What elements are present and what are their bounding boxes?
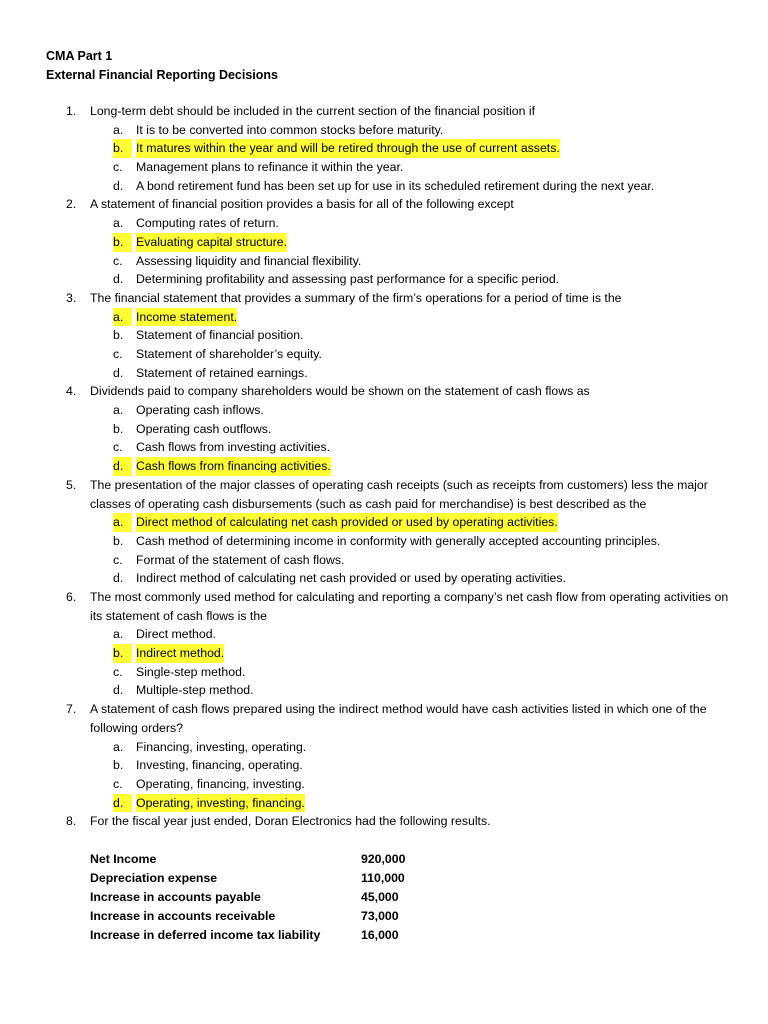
question-number: 3. [66,290,77,305]
option-text: Operating cash inflows. [136,403,264,418]
question-text: For the fiscal year just ended, Doran Electronics had the following results. [90,814,491,829]
highlighted-answer-option [0,513,768,532]
option-text: Indirect method of calculating net cash provided or used by operating activities. [136,571,566,586]
financial-value: 73,000 [361,909,399,923]
option-letter: b. [113,644,132,663]
highlighted-answer-option [0,139,768,158]
financial-label: Increase in accounts receivable [90,909,276,923]
option-text: A bond retirement fund has been set up for use in its scheduled retirement during the next year. [136,178,655,193]
answer-option [0,738,768,757]
option-letter: d. [113,365,124,380]
financial-value: 110,000 [361,871,405,885]
financial-label: Net Income [90,852,157,866]
financial-results-table [90,850,490,945]
question-text: A statement of financial position provides a basis for all of the following except [90,197,514,212]
question-number: 4. [66,384,77,399]
option-letter: d. [113,683,124,698]
financial-label: Increase in accounts payable [90,890,261,904]
option-letter: c. [113,160,123,175]
question-item [0,289,768,382]
highlighted-answer-option [0,794,768,813]
answer-options [0,308,768,383]
answer-option [0,438,768,457]
financial-row [90,907,490,926]
answer-option [0,401,768,420]
answer-option [0,569,768,588]
question-number: 1. [66,104,77,118]
option-letter: a. [113,627,124,642]
option-letter: a. [113,122,124,137]
option-letter: d. [113,571,124,586]
question-item [0,588,768,700]
option-letter: c. [113,346,123,361]
answer-option [0,532,768,551]
option-letter: d. [113,178,124,193]
financial-label: Increase in deferred income tax liability [90,928,321,942]
course-title: CMA Part 1 [46,49,113,63]
option-text: Direct method of calculating net cash provided or used by operating activities. [136,513,558,532]
question-number: 5. [66,477,77,492]
question-item [0,700,768,812]
option-letter: b. [113,758,124,773]
option-text: Cash flows from investing activities. [136,440,331,455]
question-number: 6. [66,589,77,604]
option-text: It matures within the year and will be retired through the use of current assets. [136,139,560,158]
option-text: Multiple-step method. [136,683,254,698]
financial-row [90,926,490,945]
option-text: Statement of retained earnings. [136,365,308,380]
option-text: Financing, investing, operating. [136,739,307,754]
option-text: Direct method. [136,627,216,642]
option-text: Operating cash outflows. [136,421,272,436]
document-subtitle: External Financial Reporting Decisions [46,68,279,82]
option-letter: c. [113,664,123,679]
question-item [0,195,768,288]
question-text: A statement of cash flows prepared using the indirect method would have cash activities listed in which one of the following orders? [90,702,707,735]
option-text: Operating, investing, financing. [136,794,305,813]
option-letter: b. [113,233,132,252]
highlighted-answer-option [0,644,768,663]
answer-option [0,252,768,271]
option-text: Indirect method. [136,644,224,663]
option-text: Format of the statement of cash flows. [136,552,345,567]
option-letter: a. [113,216,124,231]
financial-value: 920,000 [361,852,406,866]
question-number: 7. [66,702,77,717]
answer-options [0,121,768,196]
option-text: Determining profitability and assessing past performance for a specific period. [136,272,560,287]
question-number: 2. [66,197,77,212]
question-text: Long-term debt should be included in the current section of the financial position if [90,104,536,118]
option-text: Investing, financing, operating. [136,758,303,773]
option-text: Cash method of determining income in conformity with generally accepted accounting principles. [136,533,661,548]
answer-option [0,420,768,439]
option-text: Assessing liquidity and financial flexibility. [136,253,362,268]
answer-option [0,345,768,364]
financial-value: 45,000 [361,890,399,904]
answer-option [0,663,768,682]
option-letter: a. [113,513,132,532]
option-letter: b. [113,139,132,158]
option-text: Income statement. [136,308,237,327]
question-text: Dividends paid to company shareholders would be shown on the statement of cash flows as [90,384,590,399]
answer-options [0,513,768,588]
option-text: Statement of financial position. [136,328,304,343]
answer-option [0,775,768,794]
answer-option [0,214,768,233]
answer-option [0,625,768,644]
option-text: Management plans to refinance it within the year. [136,160,404,175]
question-text: The financial statement that provides a summary of the firm’s operations for a period of time is the [90,290,622,305]
answer-options [0,625,768,700]
option-letter: b. [113,421,124,436]
question-item [0,476,768,588]
option-text: It is to be converted into common stocks before maturity. [136,122,444,137]
question-number: 8. [66,814,77,829]
question-list [0,102,768,831]
question-item [0,382,768,475]
option-letter: d. [113,272,124,287]
option-text: Cash flows from financing activities. [136,457,331,476]
financial-label: Depreciation expense [90,871,218,885]
highlighted-answer-option [0,457,768,476]
option-letter: c. [113,440,123,455]
answer-option [0,681,768,700]
answer-option [0,326,768,345]
option-letter: d. [113,794,132,813]
answer-options [0,738,768,813]
financial-row [90,850,490,869]
option-letter: c. [113,253,123,268]
option-letter: a. [113,403,124,418]
option-letter: a. [113,308,132,327]
option-letter: b. [113,328,124,343]
option-letter: c. [113,776,123,791]
answer-options [0,214,768,289]
highlighted-answer-option [0,233,768,252]
financial-row [90,888,490,907]
option-text: Evaluating capital structure. [136,233,287,252]
option-text: Statement of shareholder’s equity. [136,346,322,361]
option-letter: c. [113,552,123,567]
question-item [0,102,768,195]
question-text: The presentation of the major classes of operating cash receipts (such as receipts from customers) less the major classes of operating cash disbursements (such as cash paid for merchandise) is best described as the [90,477,708,511]
answer-options [0,401,768,476]
answer-option [0,364,768,383]
option-letter: b. [113,533,124,548]
financial-value: 16,000 [361,928,399,942]
question-item [0,812,768,831]
answer-option [0,121,768,140]
answer-option [0,177,768,196]
option-letter: a. [113,739,124,754]
option-text: Computing rates of return. [136,216,279,231]
option-text: Single-step method. [136,664,246,679]
answer-option [0,551,768,570]
answer-option [0,158,768,177]
option-text: Operating, financing, investing. [136,776,305,791]
answer-option [0,270,768,289]
highlighted-answer-option [0,308,768,327]
financial-row [90,869,490,888]
question-text: The most commonly used method for calculating and reporting a company’s net cash flow from operating activities on its statement of cash flows is the [90,589,729,623]
answer-option [0,756,768,775]
option-letter: d. [113,457,132,476]
